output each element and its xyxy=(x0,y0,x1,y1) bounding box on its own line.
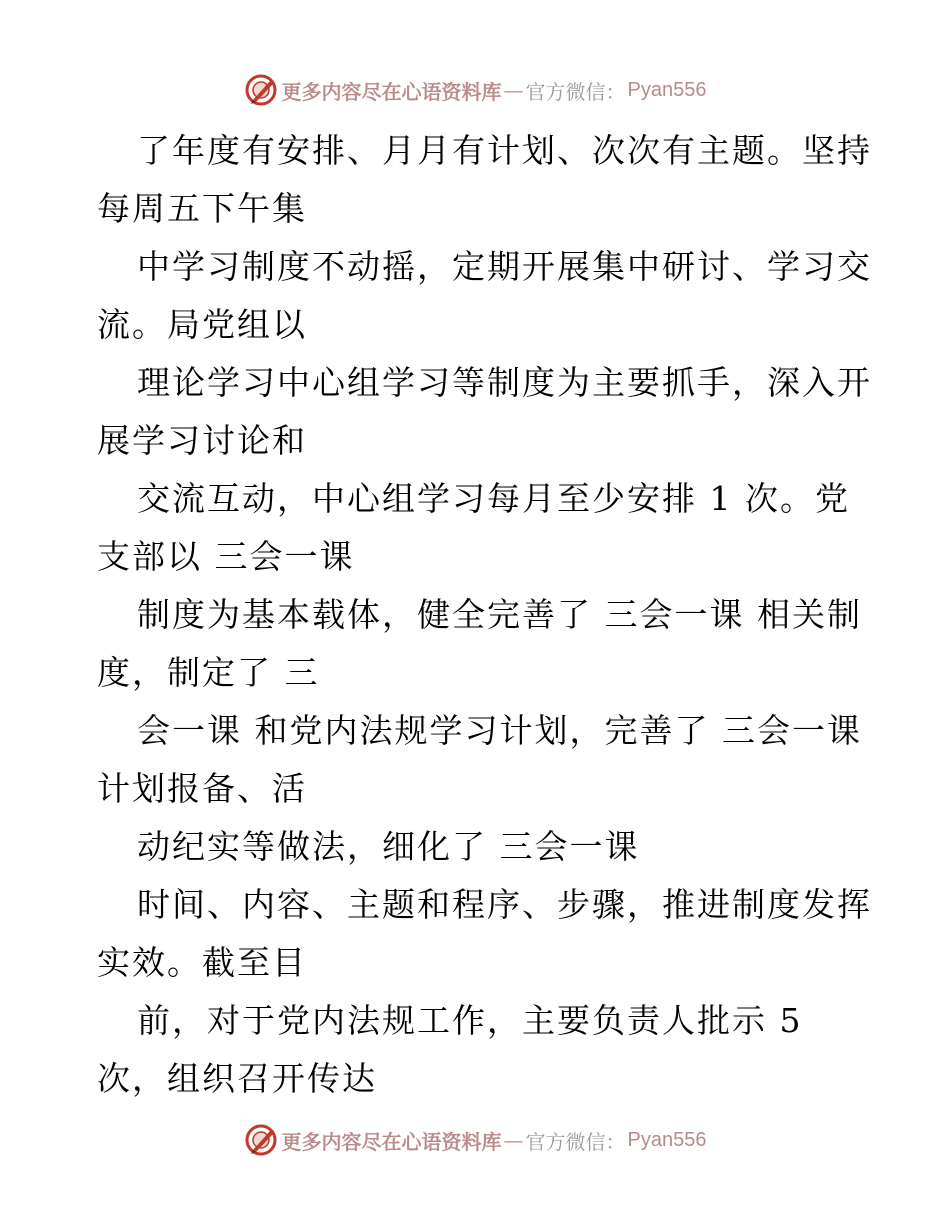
banner-text xyxy=(282,76,707,105)
paragraph-line: 会一课 和党内法规学习计划，完善了 三会一课 xyxy=(137,711,862,750)
paragraph-line: 每周五下午集 xyxy=(97,189,307,228)
paragraph-line: 次，组织召开传达 xyxy=(97,1059,377,1098)
footer-banner xyxy=(0,1120,950,1160)
paragraph-line: 支部以 三会一课 xyxy=(97,537,355,576)
paragraph-line: 计划报备、活 xyxy=(97,769,307,808)
banner-text xyxy=(282,1126,707,1155)
paragraph-line: 展学习讨论和 xyxy=(97,421,307,460)
header-banner xyxy=(0,70,950,110)
banner-wechat-handle: Pyan556 xyxy=(627,1128,707,1151)
paragraph-line: 中学习制度不动摇，定期开展集中研讨、学习交 xyxy=(137,247,872,286)
paragraph-line: 动纪实等做法，细化了 三会一课 xyxy=(137,827,640,866)
paragraph-line: 前，对于党内法规工作，主要负责人批示 5 xyxy=(137,1001,803,1040)
paragraph-line: 了年度有安排、月月有计划、次次有主题。坚持 xyxy=(137,131,872,170)
banner-separator: — xyxy=(503,1128,524,1152)
banner-official-label: 官方微信： xyxy=(525,1129,626,1154)
pen-circle-logo-icon xyxy=(244,1123,278,1157)
pen-circle-logo-icon xyxy=(244,73,278,107)
banner-main-text: 更多内容尽在心语资料库 xyxy=(281,1129,502,1154)
paragraph-line: 时间、内容、主题和程序、步骤，推进制度发挥 xyxy=(137,885,872,924)
paragraph-line: 流。局党组以 xyxy=(97,305,307,344)
document-body xyxy=(97,122,872,1108)
paragraph-line: 理论学习中心组学习等制度为主要抓手，深入开 xyxy=(137,363,872,402)
paragraph-line: 实效。截至目 xyxy=(97,943,307,982)
banner-wechat-handle: Pyan556 xyxy=(627,78,707,101)
paragraph-line: 度，制定了 三 xyxy=(97,653,320,692)
paragraph-line: 制度为基本载体，健全完善了 三会一课 相关制 xyxy=(137,595,862,634)
paragraph-line: 交流互动，中心组学习每月至少安排 1 次。党 xyxy=(137,479,850,518)
banner-separator: — xyxy=(503,78,524,102)
banner-official-label: 官方微信： xyxy=(525,79,626,104)
banner-main-text: 更多内容尽在心语资料库 xyxy=(281,79,502,104)
